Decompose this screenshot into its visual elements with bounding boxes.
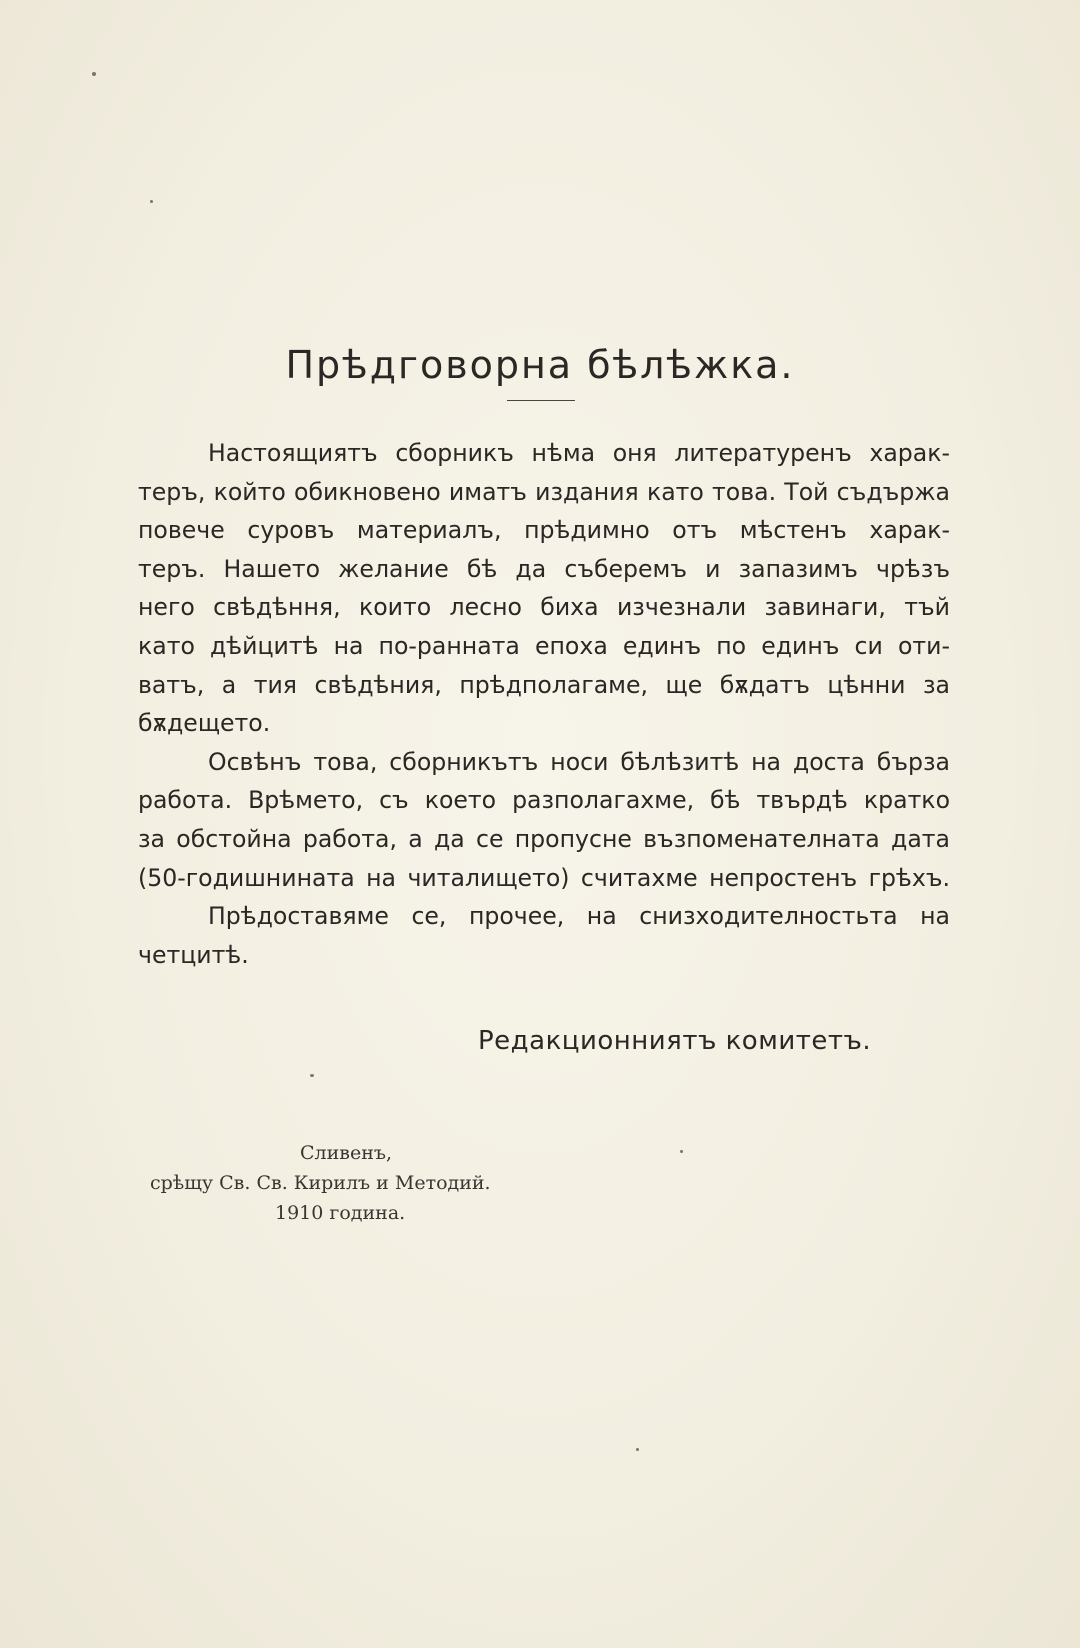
body-text [138, 434, 950, 974]
text-line: теръ, който обикновено иматъ издания като това. Той съдържа [138, 477, 950, 506]
text-line: него свѣдѣння, които лесно биха изчезнали завинаги, тъй [138, 593, 950, 622]
paper-speck [636, 1448, 639, 1451]
paper-speck [150, 200, 153, 203]
paper-speck [92, 72, 96, 76]
place-and-date [150, 1138, 550, 1228]
page-title: Прѣдговорна бѣлѣжка. [285, 343, 795, 388]
text-line: Освѣнъ това, сборникътъ носи бѣлѣзитѣ на доста бърза [208, 747, 950, 776]
text-line: бѫдещето. [138, 709, 271, 738]
text-line: Прѣдоставяме се, прочее, на снизходителностьта на [208, 902, 950, 931]
text-line: теръ. Нашето желание бѣ да съберемъ и запазимъ чрѣзъ [138, 554, 950, 583]
text-line: като дѣйцитѣ на по-ранната епоха единъ по единъ си оти- [138, 631, 950, 660]
paper-speck [680, 1150, 683, 1153]
signature: Редакционниятъ комитетъ. [478, 1026, 872, 1056]
place-line: Сливенъ, [300, 1142, 393, 1164]
title-divider [507, 400, 575, 401]
text-line: четцитѣ. [138, 940, 249, 969]
text-line: работа. Врѣмето, съ което разполагахме, бѣ твърдѣ кратко [138, 786, 950, 815]
text-line: повече суровъ материалъ, прѣдимно отъ мѣстенъ харак- [138, 516, 950, 545]
text-line: (50-годишнината на читалището) считахме непростенъ грѣхъ. [138, 863, 950, 892]
text-line: Настоящиятъ сборникъ нѣма оня литературенъ харак- [208, 439, 950, 467]
text-line: ватъ, а тия свѣдѣния, прѣдполагаме, ще бѫдатъ цѣнни за [138, 670, 950, 699]
text-line: за обстойна работа, а да се пропусне възпоменателната дата [138, 824, 950, 853]
date-line: 1910 година. [275, 1202, 406, 1224]
place-line: срѣщу Св. Св. Кирилъ и Методий. [150, 1172, 491, 1194]
paper-speck [310, 1074, 314, 1077]
